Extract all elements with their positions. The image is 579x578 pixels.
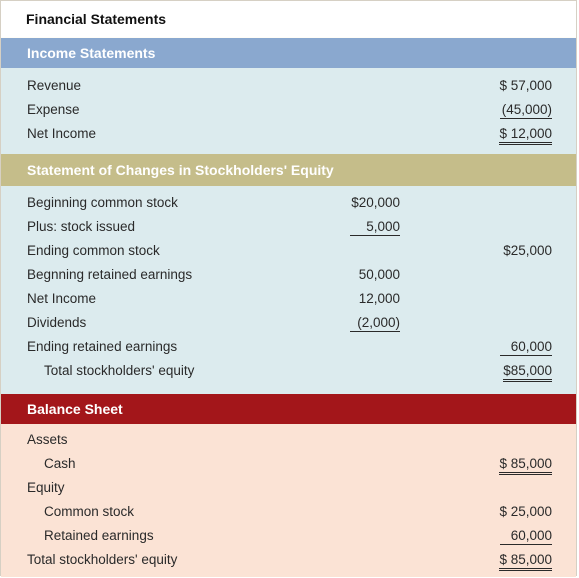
revenue-row [1, 75, 576, 97]
cash-row [1, 453, 576, 475]
total-equity-value: $85,000 [503, 363, 552, 382]
balance-sheet-header: Balance Sheet [1, 394, 576, 424]
beginning-common-stock-row [1, 192, 576, 214]
ending-common-stock-row [1, 240, 576, 262]
net-income-value: $ 12,000 [499, 126, 552, 145]
retained-earnings-label: Retained earnings [44, 528, 154, 543]
net-income-row [1, 123, 576, 145]
revenue-value: $ 57,000 [499, 78, 552, 93]
expense-label: Expense [27, 102, 80, 117]
balance-total-equity-value: $ 85,000 [499, 552, 552, 571]
stock-issued-value: 5,000 [350, 219, 400, 236]
equity-net-income-row [1, 288, 576, 310]
total-equity-row [1, 360, 576, 382]
cash-label: Cash [44, 456, 76, 471]
dividends-value: (2,000) [350, 315, 400, 332]
expense-value: (45,000) [501, 102, 552, 117]
beginning-common-stock-label: Beginning common stock [27, 195, 178, 210]
beginning-common-stock-value: $20,000 [351, 195, 400, 210]
net-income-label: Net Income [27, 126, 97, 141]
beginning-retained-earnings-value: 50,000 [358, 267, 400, 282]
assets-label: Assets [27, 432, 68, 447]
income-statement-section [1, 68, 576, 154]
title-bar [1, 1, 576, 37]
equity-net-income-label: Net Income [27, 291, 97, 306]
equity-row [1, 477, 576, 499]
page-title: Financial Statements [26, 11, 167, 27]
common-stock-row [1, 501, 576, 523]
equity-label: Equity [27, 480, 65, 495]
equity-net-income-value: 12,000 [358, 291, 400, 306]
balance-total-equity-row [1, 549, 576, 571]
dividends-label: Dividends [27, 315, 87, 330]
beginning-retained-earnings-row [1, 264, 576, 286]
dividends-row [1, 312, 576, 334]
ending-retained-earnings-value: 60,000 [500, 339, 552, 356]
ending-retained-earnings-row [1, 336, 576, 358]
total-equity-label: Total stockholders' equity [44, 363, 195, 378]
stock-issued-row [1, 216, 576, 238]
balance-sheet-section [1, 424, 576, 577]
assets-row [1, 429, 576, 451]
revenue-label: Revenue [27, 78, 82, 93]
cash-value: $ 85,000 [499, 456, 552, 475]
equity-statement-header: Statement of Changes in Stockholders' Equity [1, 154, 576, 186]
common-stock-value: $ 25,000 [499, 504, 552, 519]
balance-total-equity-label: Total stockholders' equity [27, 552, 178, 567]
income-statement-header: Income Statements [1, 38, 576, 68]
ending-common-stock-label: Ending common stock [27, 243, 160, 258]
retained-earnings-row [1, 525, 576, 547]
common-stock-label: Common stock [44, 504, 135, 519]
equity-statement-section [1, 186, 576, 394]
retained-earnings-value: 60,000 [500, 528, 552, 545]
ending-retained-earnings-label: Ending retained earnings [27, 339, 178, 354]
stock-issued-label: Plus: stock issued [27, 219, 136, 234]
ending-common-stock-value: $25,000 [503, 243, 552, 258]
expense-row [1, 99, 576, 121]
beginning-retained-earnings-label: Begnning retained earnings [27, 267, 193, 282]
